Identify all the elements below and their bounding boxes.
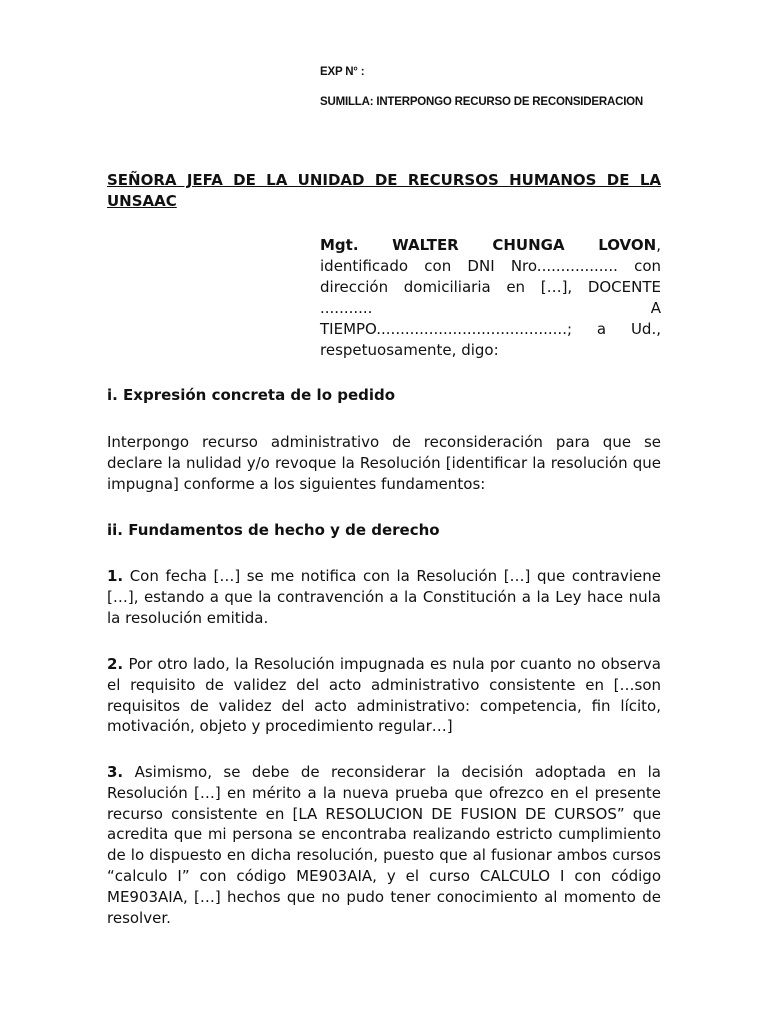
addressee-heading: SEÑORA JEFA DE LA UNIDAD DE RECURSOS HUMANOS DE LA UNSAAC [107, 171, 661, 210]
section-2-title: ii. Fundamentos de hecho y de derecho [107, 521, 440, 539]
fundamento-2-number: 2. [107, 655, 124, 673]
fundamento-1-text: Con fecha […] se me notifica con la Resolución […] que contraviene […], estando a que la contravención a la Constitución a la Ley hace nula la resolución emitida. [107, 567, 661, 627]
intro-line-6: respetuosamente, digo: [320, 341, 499, 359]
fundamento-2 [107, 654, 661, 737]
sumilla: SUMILLA: INTERPONGO RECURSO DE RECONSIDERACION [320, 96, 644, 108]
intro-line-5: TIEMPO........................................; a Ud., [320, 320, 661, 338]
fundamento-3 [107, 762, 661, 928]
section-1-paragraph: Interpongo recurso administrativo de reconsideración para que se declare la nulidad y/o revoque la Resolución [identificar la resolución que impugna] conforme a los siguientes fundamentos: [107, 433, 661, 493]
fundamento-1 [107, 566, 661, 628]
intro-line-3: dirección domiciliaria en […], DOCENTE [320, 278, 661, 296]
intro-comma: , [656, 236, 661, 254]
petitioner-intro [320, 235, 661, 361]
section-1-title: i. Expresión concreta de lo pedido [107, 386, 396, 404]
petitioner-name: Mgt. WALTER CHUNGA LOVON [320, 236, 657, 254]
intro-line-4: ........... A [320, 299, 661, 317]
fundamento-2-text: Por otro lado, la Resolución impugnada es nula por cuanto no observa el requisito de validez del acto administrativo consistente en […son requisitos de validez del acto administrativo: competencia, fin lícito, motivación, objeto y procedimiento regular…] [107, 655, 661, 736]
expediente-number: EXP N° : [320, 66, 365, 78]
fundamento-3-text: Asimismo, se debe de reconsiderar la decisión adoptada en la Resolución […] en mérito a la nueva prueba que ofrezco en el presente recurso consistente en [LA RESOLUCION DE FUSION DE CURSOS” que acredita que mi persona se encontraba realizando estricto cumplimiento de lo dispuesto en dicha resolución, puesto que al fusionar ambos cursos “calculo I” con código ME903AIA, y el curso CALCULO I con código ME903AIA, […] hechos que no pudo tener conocimiento al momento de resolver. [107, 763, 661, 927]
fundamento-1-number: 1. [107, 567, 124, 585]
fundamento-3-number: 3. [107, 763, 124, 781]
intro-line-1 [320, 235, 661, 256]
intro-line-2: identificado con DNI Nro................. con [320, 257, 661, 275]
